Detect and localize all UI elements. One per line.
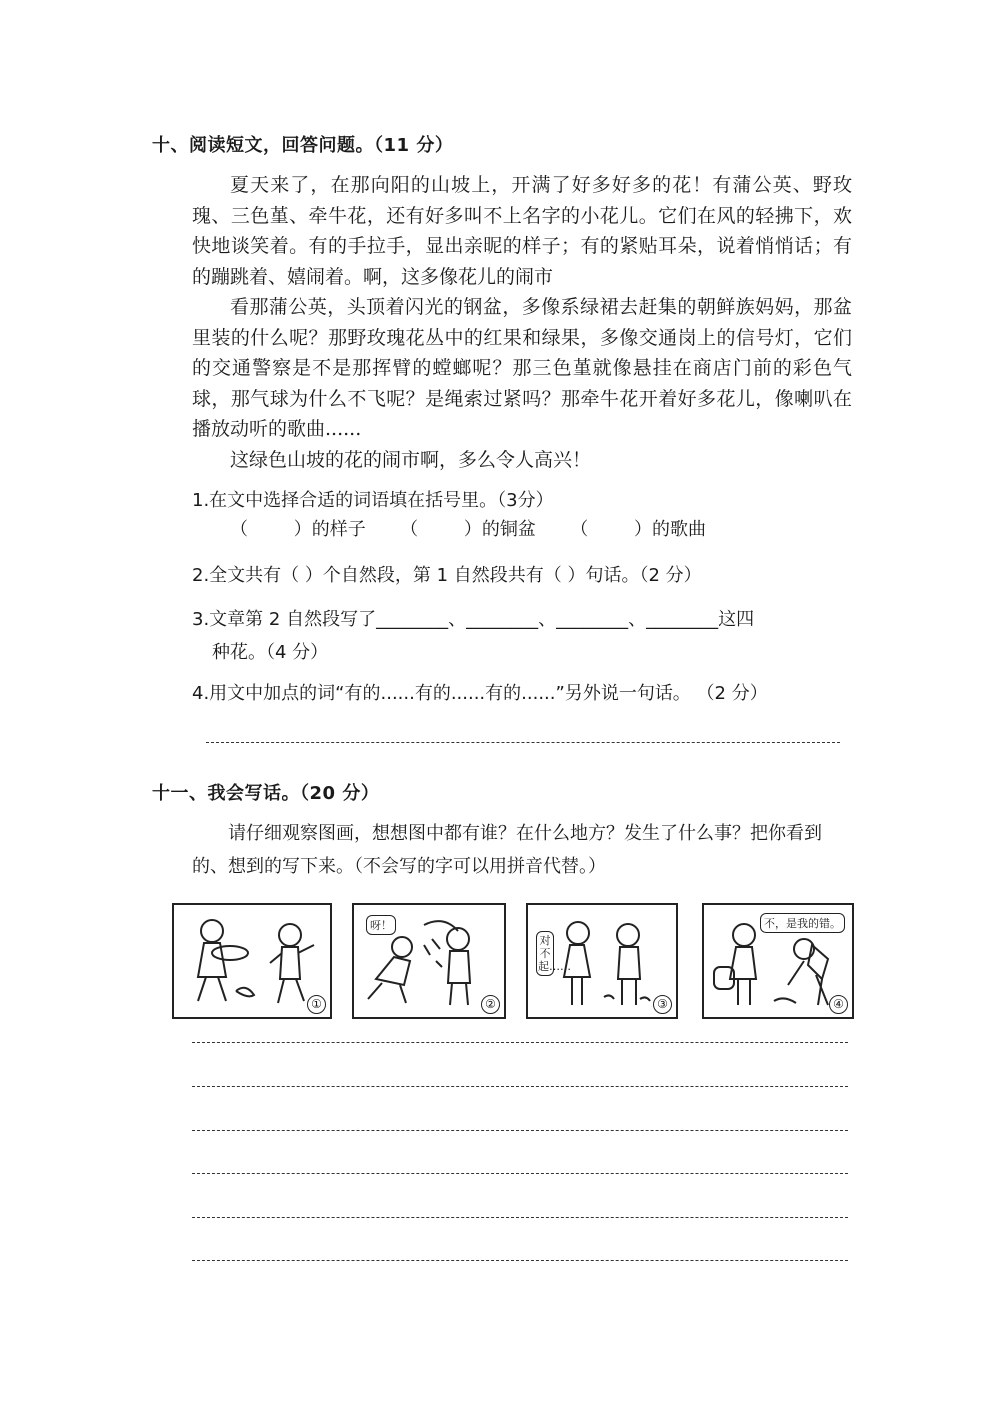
picture-panel-2	[352, 903, 506, 1019]
writing-line[interactable]	[192, 1042, 848, 1043]
picture-panel-1	[172, 903, 332, 1019]
question-3-line-1: 3.文章第 2 自然段写了________、________、________、________这四	[192, 609, 755, 630]
writing-line[interactable]	[192, 1130, 848, 1131]
speech-bubble-2: 呀！	[366, 915, 396, 935]
writing-line[interactable]	[192, 1217, 848, 1218]
section-11-title: 十一、我会写话。（20 分）	[152, 783, 380, 804]
question-2: 2.全文共有（ ）个自然段，第 1 自然段共有（ ）句话。（2 分）	[192, 565, 702, 586]
writing-line[interactable]	[192, 1173, 848, 1174]
question-1-blanks[interactable]: （ ）的样子 （ ）的铜盆 （ ）的歌曲	[230, 519, 706, 540]
passage-paragraph-3: 这绿色山坡的花的闹市啊，多么令人高兴！	[230, 448, 592, 471]
passage-paragraph-2: 看那蒲公英，头顶着闪光的钢盆，多像系绿裙去赶集的朝鲜族妈妈，那盆里装的什么呢？那野玫瑰花丛中的红果和绿果，多像交通岗上的信号灯，它们的交通警察是不是那挥臂的螳螂呢？那三色堇就像悬挂在商店门前的彩色气球，那气球为什么不飞呢？是绳索过紧吗？那牵牛花开着好多花儿，像喇叭在播放动听的歌曲......	[192, 296, 852, 440]
section-10-title: 十、阅读短文，回答问题。（11 分）	[152, 135, 454, 156]
writing-prompt: 请仔细观察图画，想想图中都有谁？在什么地方？发生了什么事？把你看到的、想到的写下来。（不会写的字可以用拼音代替。）	[192, 823, 822, 877]
picture-panel-4	[702, 903, 854, 1019]
girl-carrying-basin-illustration	[174, 905, 330, 1017]
panel-number-2: ②	[481, 995, 500, 1014]
panel-number-1: ①	[307, 995, 326, 1014]
question-3	[192, 603, 852, 669]
panel-number-3: ③	[653, 995, 672, 1014]
speech-bubble-3: 对不起……	[536, 931, 554, 976]
picture-panel-3	[526, 903, 678, 1019]
question-4-answer-line[interactable]	[206, 742, 840, 743]
passage-paragraph-1: 夏天来了，在那向阳的山坡上，开满了好多好多的花！有蒲公英、野玫瑰、三色堇、牵牛花，还有好多叫不上名字的小花儿。它们在风的轻拂下，欢快地谈笑着。有的手拉手，显出亲昵的样子；有的紧贴耳朵，说着悄悄话；有的蹦跳着、嬉闹着。啊，这多像花儿的闹市	[192, 174, 852, 288]
panel-number-4: ④	[829, 995, 848, 1014]
question-1: 1.在文中选择合适的词语填在括号里。（3分）	[192, 490, 554, 511]
question-4: 4.用文中加点的词“有的......有的......有的......”另外说一句话。 （2 分）	[192, 683, 768, 704]
speech-bubble-4: 不，是我的错。	[760, 913, 845, 933]
writing-line[interactable]	[192, 1086, 848, 1087]
question-3-line-2: 种花。（4 分）	[212, 642, 329, 663]
reading-passage	[192, 170, 852, 475]
writing-line[interactable]	[192, 1260, 848, 1261]
